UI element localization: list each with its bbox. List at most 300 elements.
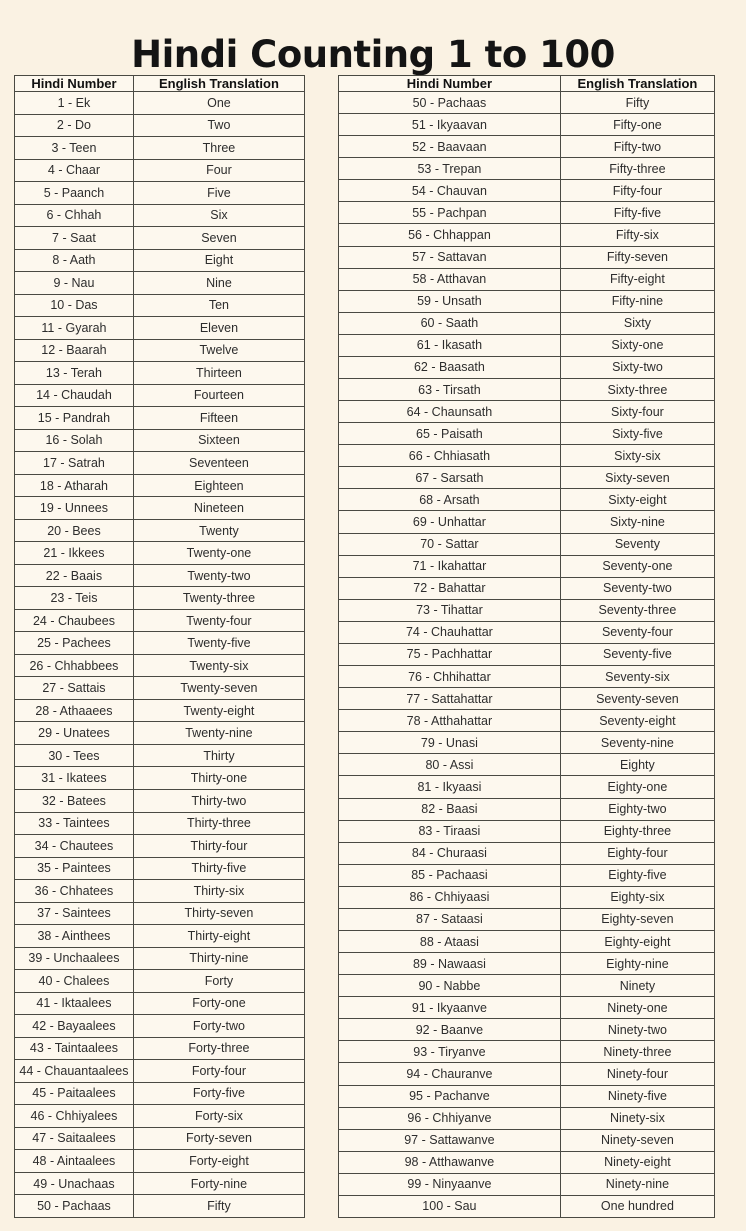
english-translation-cell: Eighty-one <box>560 776 714 798</box>
table-row <box>339 820 715 842</box>
hindi-number-cell: 21 - Ikkees <box>15 542 134 565</box>
english-translation-cell: Ninety-five <box>560 1085 714 1107</box>
english-translation-cell: Two <box>133 114 304 137</box>
hindi-number-cell: 44 - Chauantaalees <box>15 1060 134 1083</box>
english-translation-cell: Fifty <box>133 1195 304 1218</box>
hindi-number-cell: 15 - Pandrah <box>15 407 134 430</box>
hindi-number-cell: 14 - Chaudah <box>15 384 134 407</box>
table-row <box>339 467 715 489</box>
hindi-number-cell: 3 - Teen <box>15 137 134 160</box>
hindi-number-cell: 56 - Chhappan <box>339 224 561 246</box>
english-translation-cell: Sixty-eight <box>560 489 714 511</box>
table-row <box>339 776 715 798</box>
hindi-number-cell: 50 - Pachaas <box>339 92 561 114</box>
table-row <box>15 474 305 497</box>
hindi-number-cell: 6 - Chhah <box>15 204 134 227</box>
english-translation-cell: Forty <box>133 970 304 993</box>
english-translation-cell: Seventy-two <box>560 577 714 599</box>
table-row <box>339 401 715 423</box>
hindi-number-cell: 95 - Pachanve <box>339 1085 561 1107</box>
table-row <box>15 407 305 430</box>
table-row <box>339 136 715 158</box>
hindi-number-cell: 8 - Aath <box>15 249 134 272</box>
english-translation-cell: Thirty <box>133 744 304 767</box>
english-translation-cell: Ninety-seven <box>560 1129 714 1151</box>
table-row <box>339 312 715 334</box>
english-translation-cell: Twenty-three <box>133 587 304 610</box>
hindi-number-cell: 75 - Pachhattar <box>339 643 561 665</box>
table-row <box>15 632 305 655</box>
hindi-number-cell: 98 - Atthawanve <box>339 1151 561 1173</box>
hindi-number-cell: 80 - Assi <box>339 754 561 776</box>
hindi-number-cell: 5 - Paanch <box>15 182 134 205</box>
column-header-english-translation: English Translation <box>133 76 304 92</box>
english-translation-cell: Fifty-five <box>560 202 714 224</box>
table-row <box>339 1129 715 1151</box>
hindi-number-cell: 96 - Chhiyanve <box>339 1107 561 1129</box>
table-row <box>339 334 715 356</box>
english-translation-cell: Thirty-four <box>133 835 304 858</box>
english-translation-cell: Fourteen <box>133 384 304 407</box>
hindi-number-cell: 65 - Paisath <box>339 423 561 445</box>
table-row <box>339 1151 715 1173</box>
table-row <box>15 722 305 745</box>
english-translation-cell: Fifty-eight <box>560 268 714 290</box>
table-row <box>339 732 715 754</box>
table-row <box>15 227 305 250</box>
table-row <box>339 290 715 312</box>
table-row <box>339 842 715 864</box>
english-translation-cell: Twelve <box>133 339 304 362</box>
hindi-number-cell: 77 - Sattahattar <box>339 688 561 710</box>
english-translation-cell: Sixty-seven <box>560 467 714 489</box>
table-row <box>15 812 305 835</box>
hindi-number-cell: 32 - Batees <box>15 789 134 812</box>
hindi-number-cell: 87 - Sataasi <box>339 908 561 930</box>
hindi-number-cell: 20 - Bees <box>15 519 134 542</box>
hindi-number-cell: 38 - Ainthees <box>15 925 134 948</box>
english-translation-cell: Thirty-two <box>133 789 304 812</box>
table-row <box>339 533 715 555</box>
english-translation-cell: Nine <box>133 272 304 295</box>
hindi-number-cell: 58 - Atthavan <box>339 268 561 290</box>
hindi-number-cell: 50 - Pachaas <box>15 1195 134 1218</box>
table-row <box>339 379 715 401</box>
english-translation-cell: Eighty-two <box>560 798 714 820</box>
hindi-number-cell: 79 - Unasi <box>339 732 561 754</box>
english-translation-cell: Seventy-four <box>560 621 714 643</box>
hindi-number-cell: 39 - Unchaalees <box>15 947 134 970</box>
table-row <box>339 908 715 930</box>
table-row <box>339 930 715 952</box>
hindi-number-cell: 60 - Saath <box>339 312 561 334</box>
english-translation-cell: Sixty-one <box>560 334 714 356</box>
hindi-number-cell: 42 - Bayaalees <box>15 1015 134 1038</box>
english-translation-cell: Sixty-six <box>560 445 714 467</box>
table-row <box>339 1041 715 1063</box>
hindi-number-cell: 25 - Pachees <box>15 632 134 655</box>
table-row <box>15 452 305 475</box>
english-translation-cell: Sixty <box>560 312 714 334</box>
english-translation-cell: Forty-eight <box>133 1150 304 1173</box>
english-translation-cell: Forty-one <box>133 992 304 1015</box>
hindi-number-cell: 7 - Saat <box>15 227 134 250</box>
english-translation-cell: Twenty <box>133 519 304 542</box>
english-translation-cell: Eighteen <box>133 474 304 497</box>
table-row <box>15 429 305 452</box>
hindi-number-cell: 51 - Ikyaavan <box>339 114 561 136</box>
english-translation-cell: Ninety-eight <box>560 1151 714 1173</box>
hindi-number-cell: 67 - Sarsath <box>339 467 561 489</box>
hindi-number-cell: 9 - Nau <box>15 272 134 295</box>
table-row <box>15 114 305 137</box>
table-row <box>339 555 715 577</box>
hindi-number-cell: 41 - Iktaalees <box>15 992 134 1015</box>
table-row <box>15 699 305 722</box>
english-translation-cell: Seventy-nine <box>560 732 714 754</box>
english-translation-cell: Seven <box>133 227 304 250</box>
table-row <box>339 599 715 621</box>
hindi-number-cell: 35 - Paintees <box>15 857 134 880</box>
hindi-number-cell: 84 - Churaasi <box>339 842 561 864</box>
table-row <box>15 835 305 858</box>
hindi-number-cell: 99 - Ninyaanve <box>339 1173 561 1195</box>
hindi-number-cell: 23 - Teis <box>15 587 134 610</box>
english-translation-cell: Eighty-three <box>560 820 714 842</box>
english-translation-cell: Seventy-six <box>560 666 714 688</box>
table-row <box>15 339 305 362</box>
hindi-number-cell: 53 - Trepan <box>339 158 561 180</box>
table-row <box>15 609 305 632</box>
hindi-number-cell: 27 - Sattais <box>15 677 134 700</box>
english-translation-cell: Thirty-one <box>133 767 304 790</box>
table-row <box>15 1150 305 1173</box>
table-body <box>339 92 715 1218</box>
english-translation-cell: Fifty-four <box>560 180 714 202</box>
english-translation-cell: Eighty-seven <box>560 908 714 930</box>
table-row <box>339 754 715 776</box>
hindi-number-cell: 11 - Gyarah <box>15 317 134 340</box>
hindi-number-cell: 73 - Tihattar <box>339 599 561 621</box>
hindi-number-cell: 4 - Chaar <box>15 159 134 182</box>
hindi-number-cell: 82 - Baasi <box>339 798 561 820</box>
page-title: Hindi Counting 1 to 100 <box>131 32 615 76</box>
english-translation-cell: Seventy-five <box>560 643 714 665</box>
table-row <box>339 1019 715 1041</box>
hindi-number-cell: 33 - Taintees <box>15 812 134 835</box>
english-translation-cell: Fifty <box>560 92 714 114</box>
table-row <box>15 587 305 610</box>
table-row <box>15 767 305 790</box>
english-translation-cell: Thirty-eight <box>133 925 304 948</box>
english-translation-cell: Eleven <box>133 317 304 340</box>
hindi-number-cell: 1 - Ek <box>15 92 134 115</box>
table-row <box>339 577 715 599</box>
hindi-number-cell: 19 - Unnees <box>15 497 134 520</box>
english-translation-cell: Fifty-six <box>560 224 714 246</box>
english-translation-cell: Seventy-seven <box>560 688 714 710</box>
hindi-number-cell: 74 - Chauhattar <box>339 621 561 643</box>
table-row <box>15 925 305 948</box>
table-row <box>339 511 715 533</box>
hindi-number-cell: 30 - Tees <box>15 744 134 767</box>
hindi-number-cell: 55 - Pachpan <box>339 202 561 224</box>
english-translation-cell: Fifty-nine <box>560 290 714 312</box>
hindi-number-cell: 72 - Bahattar <box>339 577 561 599</box>
english-translation-cell: Seventy-one <box>560 555 714 577</box>
english-translation-cell: Nineteen <box>133 497 304 520</box>
table-row <box>339 953 715 975</box>
table-row <box>15 970 305 993</box>
table-row <box>339 1195 715 1217</box>
table-row <box>339 268 715 290</box>
english-translation-cell: Ninety <box>560 975 714 997</box>
table-row <box>339 246 715 268</box>
english-translation-cell: Fifty-seven <box>560 246 714 268</box>
english-translation-cell: Ninety-one <box>560 997 714 1019</box>
table-row <box>339 1085 715 1107</box>
table-row <box>339 997 715 1019</box>
hindi-number-cell: 78 - Atthahattar <box>339 710 561 732</box>
english-translation-cell: Eighty-nine <box>560 953 714 975</box>
english-translation-cell: Thirty-three <box>133 812 304 835</box>
english-translation-cell: Thirteen <box>133 362 304 385</box>
table-row <box>15 294 305 317</box>
english-translation-cell: Sixty-four <box>560 401 714 423</box>
table-row <box>15 789 305 812</box>
hindi-number-cell: 61 - Ikasath <box>339 334 561 356</box>
table-row <box>15 857 305 880</box>
english-translation-cell: Eighty-four <box>560 842 714 864</box>
english-translation-cell: Fifty-three <box>560 158 714 180</box>
table-row <box>15 497 305 520</box>
table-row <box>339 1173 715 1195</box>
table-body <box>15 92 305 1218</box>
english-translation-cell: Ninety-six <box>560 1107 714 1129</box>
hindi-number-cell: 91 - Ikyaanve <box>339 997 561 1019</box>
hindi-number-cell: 63 - Tirsath <box>339 379 561 401</box>
english-translation-cell: Twenty-two <box>133 564 304 587</box>
english-translation-cell: Sixty-two <box>560 356 714 378</box>
english-translation-cell: Eighty-five <box>560 864 714 886</box>
table-row <box>15 880 305 903</box>
english-translation-cell: Three <box>133 137 304 160</box>
english-translation-cell: Twenty-nine <box>133 722 304 745</box>
hindi-number-cell: 94 - Chauranve <box>339 1063 561 1085</box>
hindi-number-cell: 31 - Ikatees <box>15 767 134 790</box>
table-row <box>339 688 715 710</box>
table-row <box>339 445 715 467</box>
table-row <box>15 92 305 115</box>
table-row <box>15 564 305 587</box>
hindi-number-cell: 48 - Aintaalees <box>15 1150 134 1173</box>
english-translation-cell: Thirty-five <box>133 857 304 880</box>
column-header-hindi-number: Hindi Number <box>15 76 134 92</box>
table-row <box>15 204 305 227</box>
table-row <box>15 1037 305 1060</box>
hindi-number-cell: 70 - Sattar <box>339 533 561 555</box>
table-row <box>15 1172 305 1195</box>
table-row <box>15 992 305 1015</box>
table-row <box>339 1107 715 1129</box>
table-row <box>15 249 305 272</box>
english-translation-cell: Eight <box>133 249 304 272</box>
english-translation-cell: Twenty-seven <box>133 677 304 700</box>
hindi-number-cell: 85 - Pachaasi <box>339 864 561 886</box>
hindi-number-cell: 24 - Chaubees <box>15 609 134 632</box>
hindi-number-cell: 40 - Chalees <box>15 970 134 993</box>
english-translation-cell: Ninety-four <box>560 1063 714 1085</box>
english-translation-cell: Sixteen <box>133 429 304 452</box>
table-row <box>339 798 715 820</box>
table-header <box>15 76 305 92</box>
english-translation-cell: Twenty-four <box>133 609 304 632</box>
hindi-number-cell: 34 - Chautees <box>15 835 134 858</box>
hindi-number-cell: 93 - Tiryanve <box>339 1041 561 1063</box>
english-translation-cell: One hundred <box>560 1195 714 1217</box>
english-translation-cell: Thirty-nine <box>133 947 304 970</box>
table-row <box>339 180 715 202</box>
hindi-number-cell: 2 - Do <box>15 114 134 137</box>
hindi-number-cell: 28 - Athaaees <box>15 699 134 722</box>
english-translation-cell: Eighty-six <box>560 886 714 908</box>
counting-table-1-to-50 <box>14 75 305 1218</box>
hindi-number-cell: 100 - Sau <box>339 1195 561 1217</box>
table-row <box>15 519 305 542</box>
table-row <box>15 1060 305 1083</box>
hindi-number-cell: 52 - Baavaan <box>339 136 561 158</box>
hindi-number-cell: 62 - Baasath <box>339 356 561 378</box>
table-row <box>339 202 715 224</box>
english-translation-cell: Seventy-three <box>560 599 714 621</box>
english-translation-cell: Seventeen <box>133 452 304 475</box>
hindi-number-cell: 17 - Satrah <box>15 452 134 475</box>
table-row <box>339 975 715 997</box>
english-translation-cell: Six <box>133 204 304 227</box>
column-header-hindi-number: Hindi Number <box>339 76 561 92</box>
english-translation-cell: Thirty-six <box>133 880 304 903</box>
table-row <box>15 947 305 970</box>
hindi-number-cell: 43 - Taintaalees <box>15 1037 134 1060</box>
hindi-number-cell: 68 - Arsath <box>339 489 561 511</box>
english-translation-cell: Fifty-two <box>560 136 714 158</box>
table-row <box>339 356 715 378</box>
hindi-number-cell: 76 - Chhihattar <box>339 666 561 688</box>
hindi-number-cell: 54 - Chauvan <box>339 180 561 202</box>
table-row <box>339 886 715 908</box>
hindi-number-cell: 46 - Chhiyalees <box>15 1105 134 1128</box>
english-translation-cell: Forty-three <box>133 1037 304 1060</box>
table-row <box>15 902 305 925</box>
table-row <box>339 710 715 732</box>
hindi-number-cell: 10 - Das <box>15 294 134 317</box>
hindi-number-cell: 89 - Nawaasi <box>339 953 561 975</box>
english-translation-cell: Twenty-six <box>133 654 304 677</box>
hindi-number-cell: 90 - Nabbe <box>339 975 561 997</box>
table-row <box>15 1127 305 1150</box>
table-row <box>15 384 305 407</box>
hindi-number-cell: 86 - Chhiyaasi <box>339 886 561 908</box>
hindi-number-cell: 69 - Unhattar <box>339 511 561 533</box>
column-header-english-translation: English Translation <box>560 76 714 92</box>
hindi-number-cell: 45 - Paitaalees <box>15 1082 134 1105</box>
hindi-number-cell: 49 - Unachaas <box>15 1172 134 1195</box>
english-translation-cell: Fifty-one <box>560 114 714 136</box>
table-row <box>339 621 715 643</box>
counting-table-50-to-100 <box>338 75 715 1218</box>
hindi-number-cell: 36 - Chhatees <box>15 880 134 903</box>
hindi-number-cell: 22 - Baais <box>15 564 134 587</box>
table-row <box>15 1015 305 1038</box>
hindi-number-cell: 12 - Baarah <box>15 339 134 362</box>
table-row <box>15 1105 305 1128</box>
english-translation-cell: One <box>133 92 304 115</box>
english-translation-cell: Ten <box>133 294 304 317</box>
english-translation-cell: Ninety-nine <box>560 1173 714 1195</box>
table-row <box>339 158 715 180</box>
english-translation-cell: Forty-nine <box>133 1172 304 1195</box>
header-row <box>339 76 715 92</box>
english-translation-cell: Sixty-nine <box>560 511 714 533</box>
table-row <box>15 137 305 160</box>
english-translation-cell: Twenty-five <box>133 632 304 655</box>
english-translation-cell: Sixty-three <box>560 379 714 401</box>
hindi-number-cell: 64 - Chaunsath <box>339 401 561 423</box>
english-translation-cell: Twenty-one <box>133 542 304 565</box>
hindi-number-cell: 37 - Saintees <box>15 902 134 925</box>
table-row <box>339 666 715 688</box>
hindi-number-cell: 18 - Atharah <box>15 474 134 497</box>
hindi-number-cell: 29 - Unatees <box>15 722 134 745</box>
english-translation-cell: Forty-four <box>133 1060 304 1083</box>
english-translation-cell: Sixty-five <box>560 423 714 445</box>
table-row <box>339 864 715 886</box>
hindi-number-cell: 59 - Unsath <box>339 290 561 312</box>
english-translation-cell: Ninety-three <box>560 1041 714 1063</box>
table-row <box>15 362 305 385</box>
hindi-number-cell: 81 - Ikyaasi <box>339 776 561 798</box>
table-row <box>15 744 305 767</box>
table-row <box>15 182 305 205</box>
table-row <box>339 224 715 246</box>
hindi-number-cell: 66 - Chhiasath <box>339 445 561 467</box>
table-row <box>15 272 305 295</box>
english-translation-cell: Fifteen <box>133 407 304 430</box>
table-row <box>15 1082 305 1105</box>
hindi-number-cell: 13 - Terah <box>15 362 134 385</box>
hindi-number-cell: 16 - Solah <box>15 429 134 452</box>
hindi-number-cell: 97 - Sattawanve <box>339 1129 561 1151</box>
english-translation-cell: Twenty-eight <box>133 699 304 722</box>
table-row <box>15 654 305 677</box>
english-translation-cell: Forty-six <box>133 1105 304 1128</box>
hindi-number-cell: 88 - Ataasi <box>339 930 561 952</box>
english-translation-cell: Seventy-eight <box>560 710 714 732</box>
hindi-number-cell: 71 - Ikahattar <box>339 555 561 577</box>
table-header <box>339 76 715 92</box>
table-row <box>15 677 305 700</box>
table-row <box>339 114 715 136</box>
english-translation-cell: Eighty-eight <box>560 930 714 952</box>
hindi-number-cell: 92 - Baanve <box>339 1019 561 1041</box>
english-translation-cell: Forty-five <box>133 1082 304 1105</box>
english-translation-cell: Forty-two <box>133 1015 304 1038</box>
table-row <box>339 1063 715 1085</box>
table-row <box>339 423 715 445</box>
english-translation-cell: Ninety-two <box>560 1019 714 1041</box>
english-translation-cell: Five <box>133 182 304 205</box>
english-translation-cell: Thirty-seven <box>133 902 304 925</box>
